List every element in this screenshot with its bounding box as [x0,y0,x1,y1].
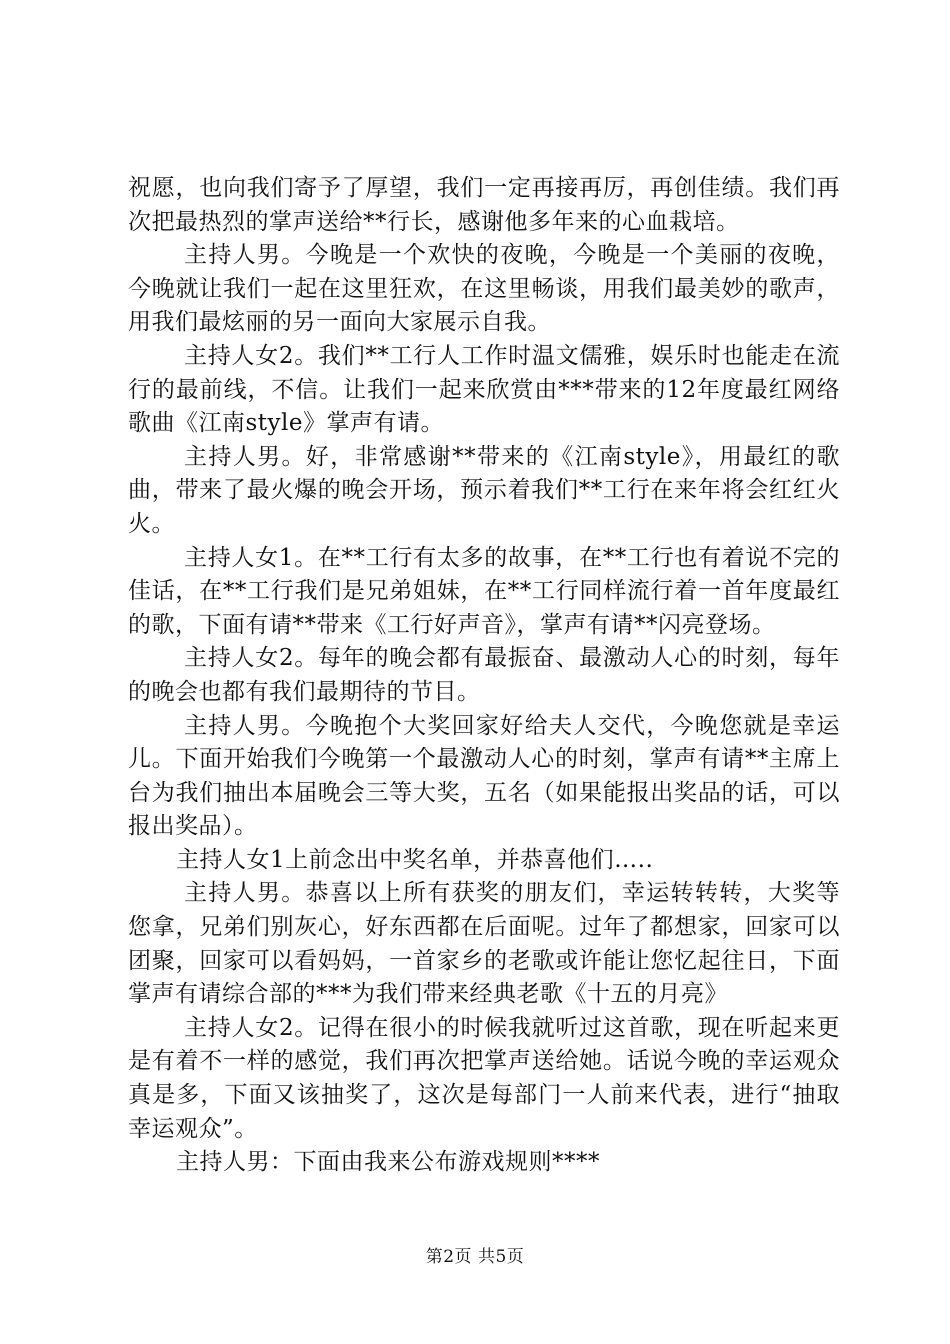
paragraph-host-female2-1: 主持人女2。我们**工行人工作时温文儒雅，娱乐时也能走在流行的最前线，不信。让我们一起来欣赏由***带来的12年度最红网络歌曲《江南style》掌声有请。 [128,342,840,437]
paragraph-continuation: 祝愿，也向我们寄予了厚望，我们一定再接再厉，再创佳绩。我们再次把最热烈的掌声送给**行长，感谢他多年来的心血栽培。 [128,175,840,235]
paragraph-host-female1-2: 主持人女1上前念出中奖名单，并恭喜他们….. [176,846,654,873]
paragraph-host-female2-3: 主持人女2。记得在很小的时候我就听过这首歌，现在听起来更是有着不一样的感觉，我们再次把掌声送给她。话说今晚的幸运观众真是多，下面又该抽奖了，这次是每部门一人前来代表，进行“抽取幸运观众”。 [128,1014,840,1142]
paragraph-host-male-3: 主持人男。今晚抱个大奖回家好给夫人交代，今晚您就是幸运儿。下面开始我们今晚第一个最激动人心的时刻，掌声有请**主席上台为我们抽出本届晚会三等大奖，五名（如果能报出奖品的话，可以报出奖品）。 [128,712,840,840]
paragraph-host-female2-2: 主持人女2。每年的晚会都有最振奋、最激动人心的时刻，每年的晚会也都有我们最期待的节目。 [128,645,840,705]
page-number-footer: 第2页 共5页 [425,1247,525,1267]
paragraph-host-female1-1: 主持人女1。在**工行有太多的故事，在**工行也有着说不完的佳话，在**工行我们是兄弟姐妹，在**工行同样流行着一首年度最红的歌，下面有请**带来《工行好声音》，掌声有请**闪亮登场。 [128,544,840,638]
document-body [128,172,840,1180]
paragraph-host-male-2: 主持人男。好，非常感谢**带来的《江南style》，用最红的歌曲，带来了最火爆的晚会开场，预示着我们**工行在来年将会红红火火。 [128,443,840,537]
paragraph-host-male-4: 主持人男。恭喜以上所有获奖的朋友们，幸运转转转，大奖等您拿，兄弟们别灰心，好东西都在后面呢。过年了都想家，回家可以团聚，回家可以看妈妈，一首家乡的老歌或许能让您忆起往日，下面掌声有请综合部的***为我们带来经典老歌《十五的月亮》 [128,880,840,1008]
paragraph-host-male-5: 主持人男：下面由我来公布游戏规则**** [176,1149,600,1176]
paragraph-host-male-1: 主持人男。今晚是一个欢快的夜晚，今晚是一个美丽的夜晚，今晚就让我们一起在这里狂欢，在这里畅谈，用我们最美妙的歌声，用我们最炫丽的另一面向大家展示自我。 [128,242,840,336]
